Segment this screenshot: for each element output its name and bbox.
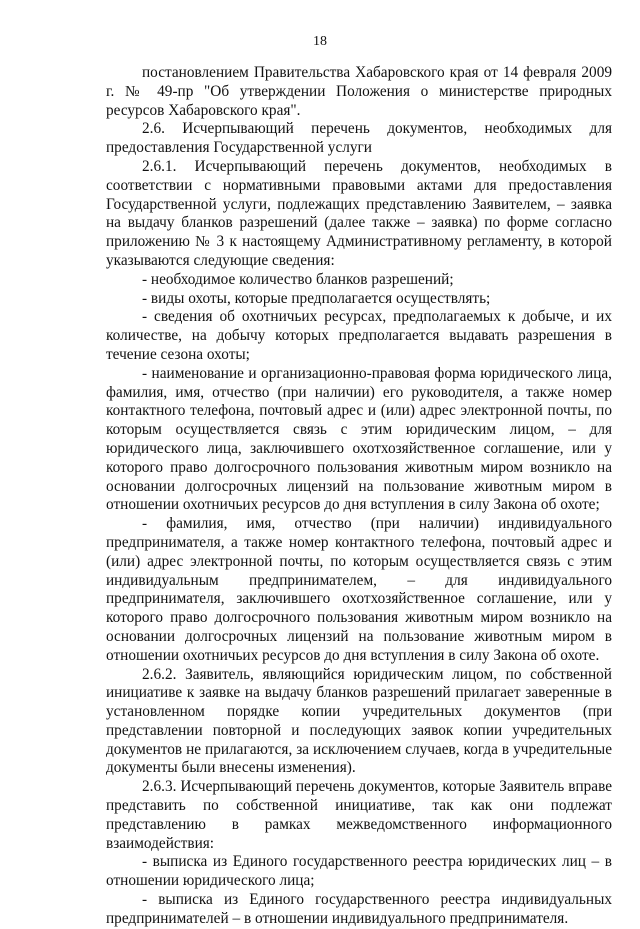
section-heading-2-6: 2.6. Исчерпывающий перечень документов, необходимых для предоставления Государственной услуги (106, 120, 612, 157)
list-item-blank-count: - необходимое количество бланков разрешений; (142, 270, 454, 288)
paragraph-continuation: постановлением Правительства Хабаровского края от 14 февраля 2009 г. № 49-пр "Об утверждении Положения о министерстве природных ресурсов Хабаровского края". (106, 64, 612, 119)
list-item-egrul-extract: - выписка из Единого государственного реестра юридических лиц – в отношении юридического лица; (106, 853, 612, 890)
list-item-legal-entity: - наименование и организационно-правовая форма юридического лица, фамилия, имя, отчество (при наличии) его руководителя, а также номер контактного телефона, почтовый адрес и (или) адрес электронной почты, по которым осуществляется связь с этим юридическим лицом, – для юридического лица, заключившего охотхозяйственное соглашение, или у которого право долгосрочного пользования животным миром возникло на основании долгосрочных лицензий на пользование животным миром в отношении охотничьих ресурсов до дня вступления в силу Закона об охоте; (106, 364, 612, 514)
document-body (106, 64, 612, 929)
list-item-egrip-extract: - выписка из Единого государственного реестра индивидуальных предпринимателей – в отношении индивидуального предпринимателя. (106, 891, 612, 927)
paragraph-2-6-3: 2.6.3. Исчерпывающий перечень документов, которые Заявитель вправе представить по собственной инициативе, так как они подлежат представлению в рамках межведомственного информационного взаимодействия: (106, 778, 612, 852)
paragraph-2-6-2: 2.6.2. Заявитель, являющийся юридическим лицом, по собственной инициативе к заявке на выдачу бланков разрешений прилагает заверенные в установленном порядке копии учредительных документов (при представлении повторной и последующих заявок копии учредительных документов не прилагаются, за исключением случаев, когда в учредительные документы были внесены изменения). (106, 665, 612, 777)
page-number: 18 (313, 34, 327, 49)
list-item-entrepreneur: - фамилия, имя, отчество (при наличии) индивидуального предпринимателя, а также номер контактного телефона, почтовый адрес и (или) адрес электронной почты, по которым осуществляется связь с этим индивидуальным предпринимателем, – для индивидуального предпринимателя, заключившего охотхозяйственное соглашение, или у которого право долгосрочного пользования животным миром возникло на основании долгосрочных лицензий на пользование животным миром в отношении охотничьих ресурсов до дня вступления в силу Закона об охоте. (106, 515, 612, 664)
paragraph-2-6-1: 2.6.1. Исчерпывающий перечень документов, необходимых в соответствии с нормативными правовыми актами для предоставления Государственной услуги, подлежащих представлению Заявителем, – заявка на выдачу бланков разрешений (далее также – заявка) по форме согласно приложению № 3 к настоящему Административному регламенту, в которой указываются следующие сведения: (106, 157, 612, 269)
list-item-resources: - сведения об охотничьих ресурсах, предполагаемых к добыче, и их количестве, на добычу которых предполагается выдавать разрешения в течение сезона охоты; (106, 308, 612, 363)
list-item-hunting-types: - виды охоты, которые предполагается осуществлять; (142, 289, 491, 307)
